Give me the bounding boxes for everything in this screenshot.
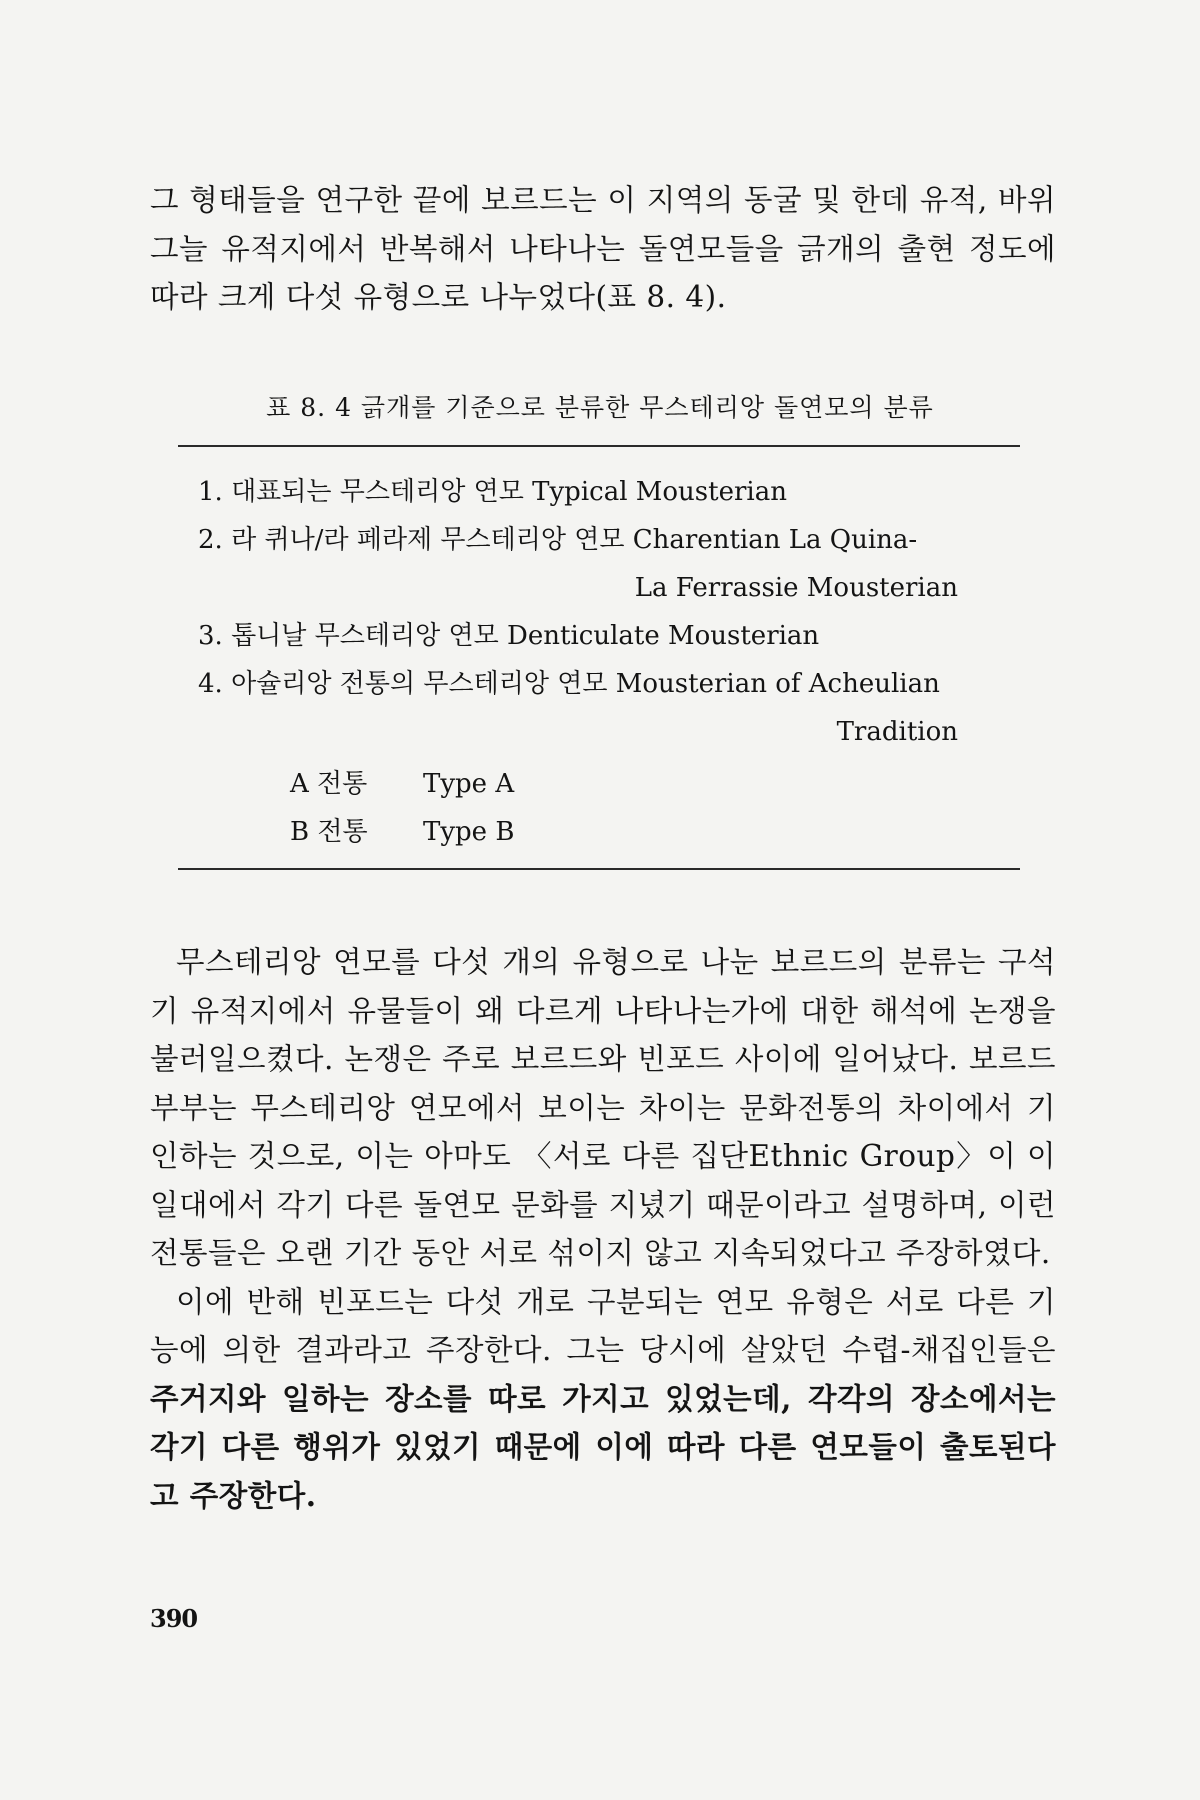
subtype-label: B 전통 <box>290 817 368 847</box>
table-top-rule <box>178 445 1020 447</box>
page-number: 390 <box>150 1604 198 1633</box>
discussion-paragraph-2 <box>150 1278 1056 1521</box>
discussion-paragraph-1: 무스테리앙 연모를 다섯 개의 유형으로 나눈 보르드의 분류는 구석기 유적지에서 유물들이 왜 다르게 나타나는가에 대한 해석에 논쟁을 불러일으켰다. 논쟁은 주로 보르드와 빈포드 사이에 일어났다. 보르드 부부는 무스테리앙 연모에서 보이는 차이는 문화전통의 차이에서 기인하는 것으로, 이는 아마도 〈서로 다른 집단Ethnic Group〉이 이 일대에서 각기 다른 돌연모 문화를 지녔기 때문이라고 설명하며, 이런 전통들은 오랜 기간 동안 서로 섞이지 않고 지속되었다고 주장하였다. <box>150 945 1056 1270</box>
entry-text: 2. 라 퀴나/라 페라제 무스테리앙 연모 Charentian La Quina- <box>198 525 918 555</box>
table-entry <box>198 660 958 756</box>
subtype-value: Type B <box>423 817 515 847</box>
entry-text: 3. 톱니날 무스테리앙 연모 Denticulate Mousterian <box>198 621 820 651</box>
discussion-section <box>150 938 1056 1520</box>
subtype-value: Type A <box>423 769 515 799</box>
intro-paragraph <box>150 176 1056 322</box>
paragraph-2-bold-text: 주거지와 일하는 장소를 따로 가지고 있었는데, 각각의 장소에서는 각기 다른 행위가 있었기 때문에 이에 따라 다른 연모들이 출토된다고 주장한다. <box>150 1380 1056 1513</box>
entry-text: 4. 아슐리앙 전통의 무스테리앙 연모 Mousterian of Acheulian <box>198 669 940 699</box>
table-entry <box>198 468 958 516</box>
subtype-list <box>198 760 958 856</box>
classification-table <box>198 468 958 856</box>
entry-text: 1. 대표되는 무스테리앙 연모 Typical Mousterian <box>198 477 787 507</box>
table-entry <box>198 516 958 612</box>
entry-continuation: La Ferrassie Mousterian <box>634 573 958 603</box>
entry-continuation: Tradition <box>836 717 958 747</box>
paragraph-2-text: 이에 반해 빈포드는 다섯 개로 구분되는 연모 유형은 서로 다른 기능에 의한 결과라고 주장한다. 그는 당시에 살았던 수렵-채집인들은 <box>150 1284 1056 1367</box>
table-caption: 표 8. 4 긁개를 기준으로 분류한 무스테리앙 돌연모의 분류 <box>266 393 934 422</box>
table-bottom-rule <box>178 868 1020 870</box>
subtype-row <box>198 808 958 856</box>
subtype-row <box>198 760 958 808</box>
subtype-label: A 전통 <box>290 769 368 799</box>
intro-text: 그 형태들을 연구한 끝에 보르드는 이 지역의 동굴 및 한데 유적, 바위그늘 유적지에서 반복해서 나타나는 돌연모들을 긁개의 출현 정도에 따라 크게 다섯 유형으로 나누었다(표 8. 4). <box>150 183 1056 314</box>
table-entry <box>198 612 958 660</box>
